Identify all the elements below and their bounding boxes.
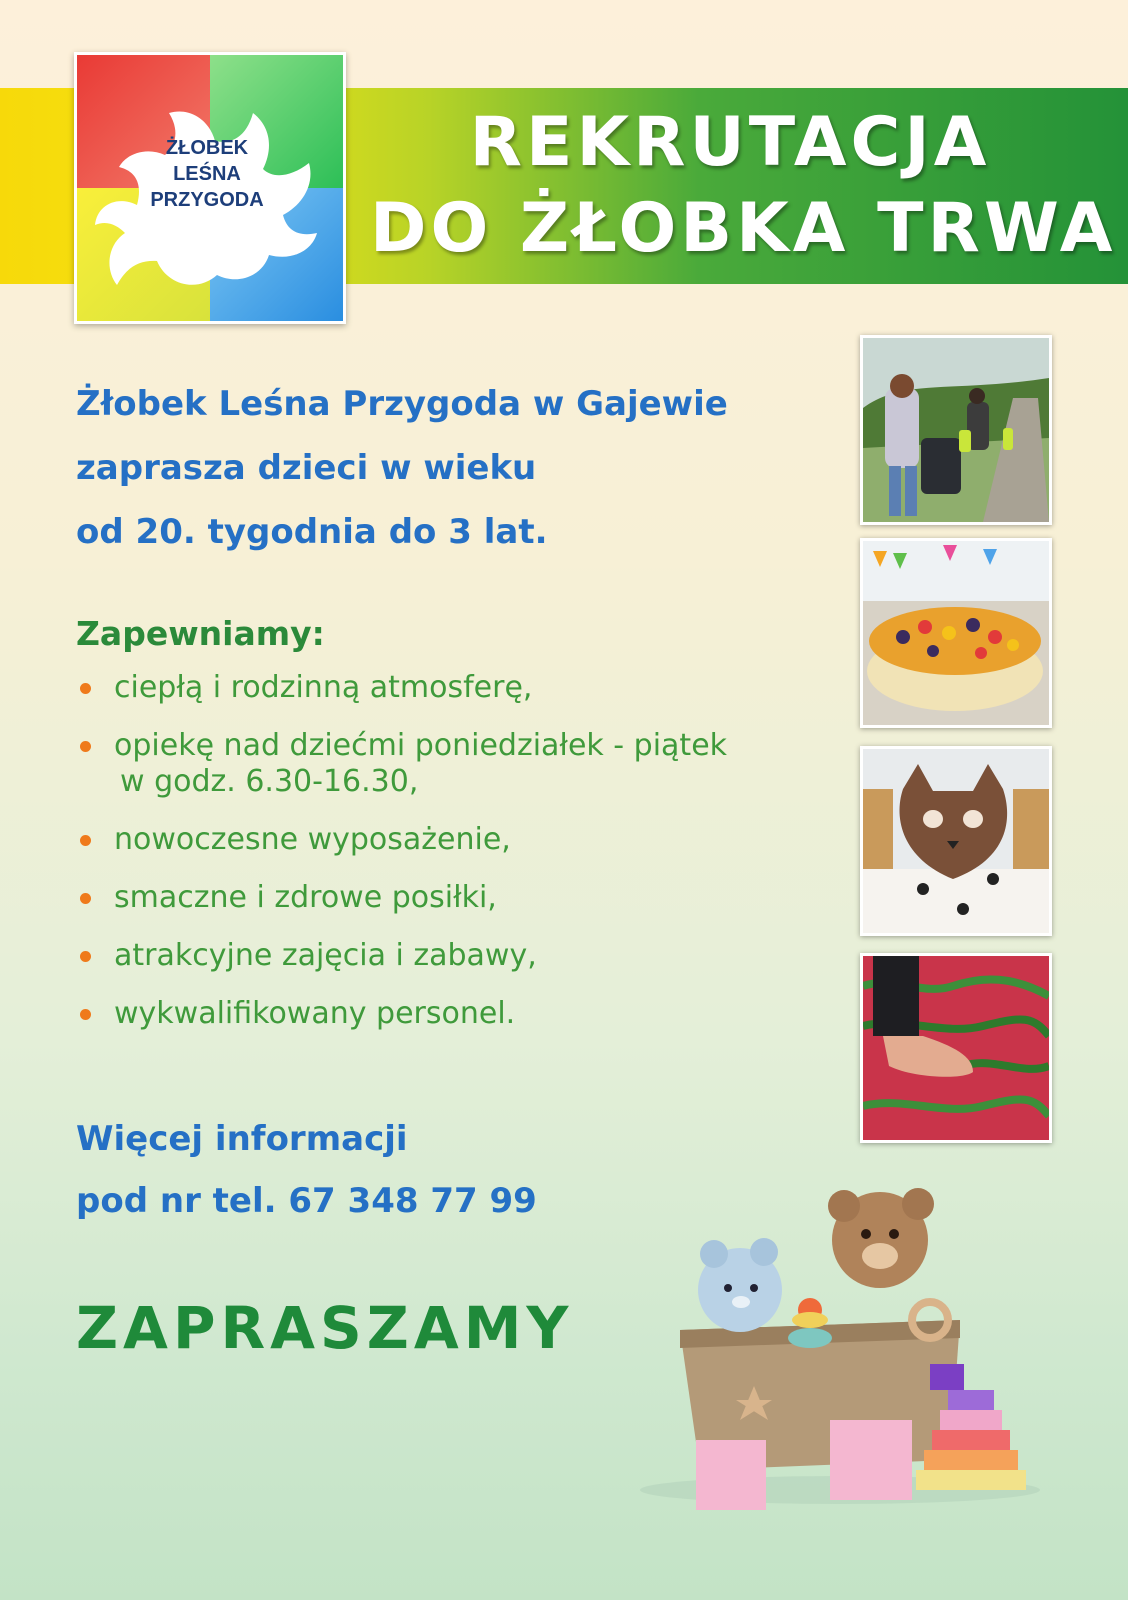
offer-heading: Zapewniamy: — [76, 614, 325, 653]
banner-title — [370, 100, 1117, 272]
cat-mask-photo — [860, 746, 1052, 936]
walk-photo — [860, 335, 1052, 525]
contact-info — [76, 1108, 537, 1232]
bullet-dot-icon — [80, 1009, 91, 1020]
logo-line3: PRZYGODA — [150, 189, 264, 211]
list-item: wykwalifikowany personel. — [76, 996, 727, 1032]
list-item: nowoczesne wyposażenie, — [76, 822, 727, 858]
intro-line2: zaprasza dzieci w wieku — [76, 448, 537, 488]
offer-list — [76, 670, 727, 1054]
list-item: smaczne i zdrowe posiłki, — [76, 880, 727, 916]
bullet-dot-icon — [80, 893, 91, 904]
bullet-dot-icon — [80, 741, 91, 752]
toy-basket-illustration — [630, 1170, 1050, 1510]
logo-line1: ŻŁOBEK — [165, 137, 249, 159]
closing-text: ZAPRASZAMY — [76, 1294, 574, 1362]
bullet-dot-icon — [80, 835, 91, 846]
intro-line1: Żłobek Leśna Przygoda w Gajewie — [76, 384, 728, 424]
bullet-dot-icon — [80, 951, 91, 962]
banner-title-line1: REKRUTACJA — [469, 103, 991, 182]
logo — [74, 52, 346, 324]
list-item: atrakcyjne zajęcia i zabawy, — [76, 938, 727, 974]
list-item: opiekę nad dziećmi poniedziałek - piątek w godz. 6.30-16.30, — [76, 728, 727, 800]
cake-photo — [860, 538, 1052, 728]
contact-phone: pod nr tel. 67 348 77 99 — [76, 1181, 537, 1221]
intro-text — [76, 372, 728, 564]
bullet-dot-icon — [80, 683, 91, 694]
logo-line2: LEŚNA — [173, 163, 241, 185]
contact-line1: Więcej informacji — [76, 1119, 408, 1159]
banner-title-line2: DO ŻŁOBKA TRWA — [370, 189, 1117, 268]
list-item: ciepłą i rodzinną atmosferę, — [76, 670, 727, 706]
logo-text — [117, 135, 297, 213]
intro-line3: od 20. tygodnia do 3 lat. — [76, 512, 548, 552]
sensory-play-photo — [860, 953, 1052, 1143]
